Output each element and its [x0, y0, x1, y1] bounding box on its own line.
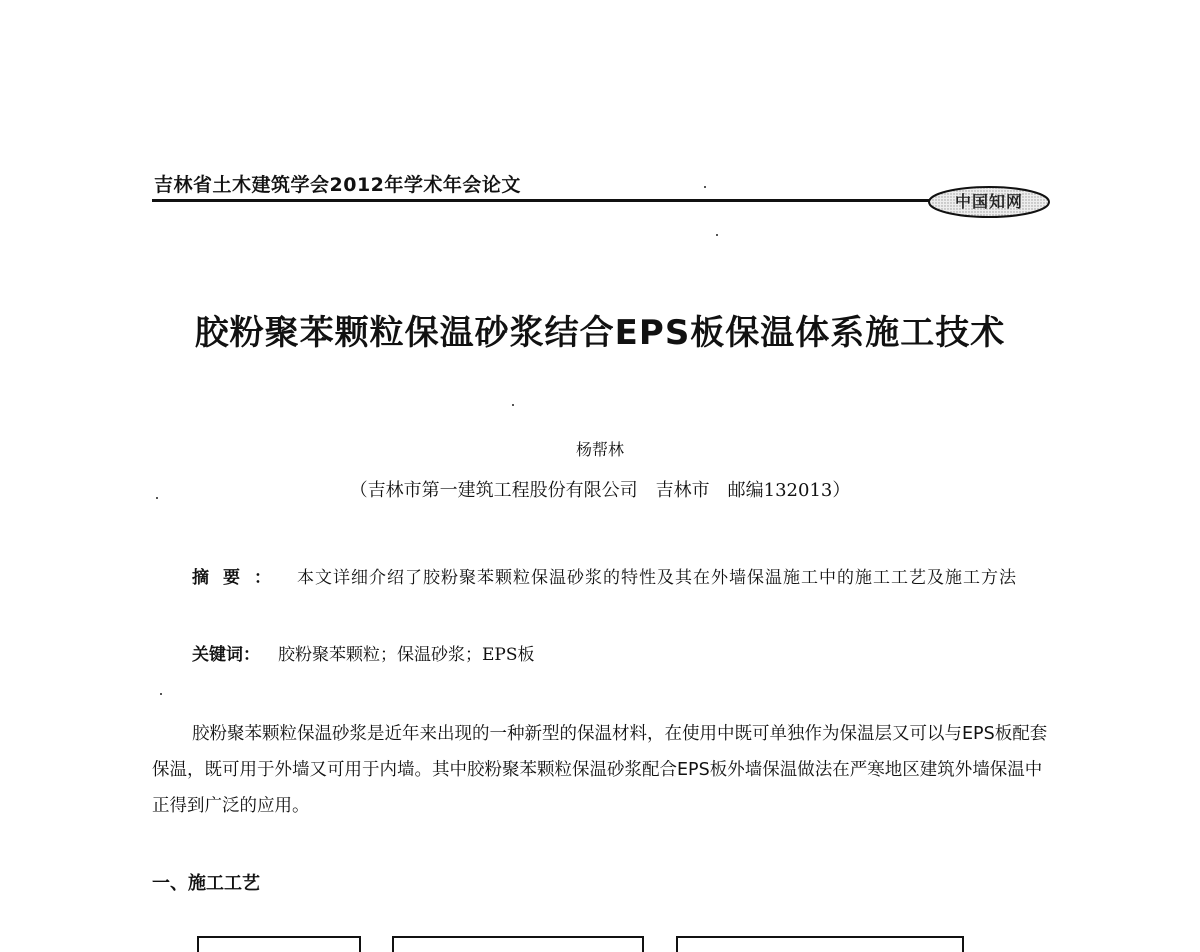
flowchart-box [392, 936, 644, 952]
scan-speck [512, 404, 514, 406]
header-rule [152, 199, 932, 202]
scan-speck [160, 693, 162, 695]
author-affiliation: （吉林市第一建筑工程股份有限公司 吉林市 邮编132013） [349, 480, 851, 501]
keywords-label: 关键词： [192, 645, 260, 665]
paper-title: 胶粉聚苯颗粒保温砂浆结合EPS板保温体系施工技术 [194, 313, 1006, 353]
flowchart-box [197, 936, 361, 952]
keywords-text: 胶粉聚苯颗粒；保温砂浆；EPS板 [278, 645, 535, 665]
abstract [152, 558, 1052, 598]
section-heading: 一、施工工艺 [152, 873, 260, 894]
scan-speck [716, 234, 718, 236]
keywords [192, 640, 535, 665]
scan-speck [156, 497, 158, 499]
conference-header: 吉林省土木建筑学会2012年学术年会论文 [154, 174, 521, 196]
intro-paragraph: 胶粉聚苯颗粒保温砂浆是近年来出现的一种新型的保温材料，在使用中既可单独作为保温层又可以与EPS板配套保温，既可用于外墙又可用于内墙。其中胶粉聚苯颗粒保温砂浆配合EPS板外墙保温做法在严寒地区建筑外墙保温中正得到广泛的应用。 [152, 724, 1048, 816]
scan-speck [704, 186, 706, 188]
cnki-logo [926, 184, 1052, 220]
abstract-text: 本文详细介绍了胶粉聚苯颗粒保温砂浆的特性及其在外墙保温施工中的施工工艺及施工方法 [297, 568, 1017, 588]
author-name: 杨帮林 [575, 440, 624, 459]
abstract-label: 摘要： [192, 568, 285, 588]
flowchart-box [676, 936, 964, 952]
cnki-logo-text: 中国知网 [954, 192, 1023, 211]
